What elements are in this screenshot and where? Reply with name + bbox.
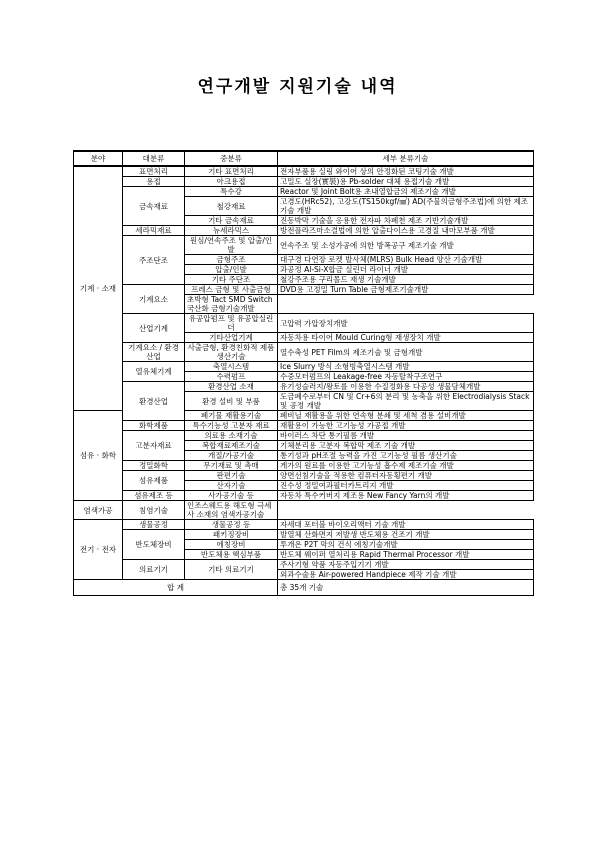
category-cell: 생물공정 (123, 520, 185, 530)
page-title: 연구개발 지원기술 내역 (197, 77, 398, 97)
detail-tech-cell: 통기성과 pH조절 능력을 가진 고기능성 필름 생산기술 (278, 451, 534, 461)
category-cell: 용접 (123, 177, 185, 187)
table-header-row (74, 151, 534, 166)
category-cell: 고분자재료 (123, 431, 185, 461)
category-cell: 패키징장비 (185, 530, 278, 540)
table-row (74, 382, 534, 392)
table-row (74, 431, 534, 441)
detail-tech-cell: 반도체 웨이퍼 열처리용 Rapid Thermal Processor 개발 (278, 550, 534, 560)
detail-tech-cell: 자세대 포터블 바이오리액터 기술 개발 (278, 520, 534, 530)
detail-tech-cell: 진동박막 기술을 응용한 전자파 차폐천 제조 기반기술개발 (278, 216, 534, 226)
detail-tech-cell: 게가의 원료를 이용한 고기능성 흡수제 제조기술 개발 (278, 461, 534, 471)
category-cell: 에칭장비 (185, 540, 278, 550)
category-cell: 기타 금속재료 (185, 216, 278, 226)
category-cell: 금속재료 (123, 187, 185, 226)
detail-tech-cell: 초박형 Tact SMD Switch 국산화 금형기술개발 (185, 295, 278, 314)
category-cell: 침염기술 (123, 501, 185, 520)
category-cell: 무기재료 및 촉매 (185, 461, 278, 471)
category-cell: 복합재료제조기술 (185, 441, 278, 451)
rnd-tech-table (73, 150, 534, 596)
total-value: 총 35개 기술 (278, 580, 534, 596)
detail-tech-cell: 자동차용 타이어 Mould Curing형 재생장치 개발 (278, 333, 534, 343)
category-cell: 환경 설비 및 부품 (185, 392, 278, 411)
table-row (74, 520, 534, 530)
detail-tech-cell: 전자부품용 실링 와이어 상의 안정화된 코팅기술 개발 (278, 166, 534, 177)
category-cell: 축열시스템 (185, 362, 278, 372)
category-cell: 특수기능성 고분자 재료 (185, 421, 278, 431)
table-row (74, 236, 534, 255)
category-cell: 열유체기계 (123, 362, 185, 382)
category-cell: 금형주조 (185, 255, 278, 265)
detail-tech-cell: 인조스웨드용 해도형 극세사 소재의 염색가공기술 (185, 501, 278, 520)
category-cell: 수력펌프 (185, 372, 278, 382)
category-cell: 생물공정 등 (185, 520, 278, 530)
table-row (74, 491, 534, 501)
detail-tech-cell: Ice Slurry 방식 소형빙축열시스템 개발 (278, 362, 534, 372)
table-row (74, 177, 534, 187)
table-row (74, 314, 534, 333)
table-row (74, 471, 534, 481)
category-cell: 기계요소 (123, 285, 185, 314)
detail-tech-cell: 외과수술용 Air-powered Handpiece 제작 기술 개발 (278, 570, 534, 580)
category-cell: 유공압펌프 및 유공압실린더 (185, 314, 278, 333)
table-row (74, 501, 534, 520)
category-cell: 산자기술 (185, 481, 278, 491)
table-body (74, 166, 534, 580)
category-cell: 기타 표면처리 (185, 166, 278, 177)
category-cell: 의료용 소재기술 (185, 431, 278, 441)
detail-tech-cell: DVD용 고정밀 Turn Table 금형제조기술개발 (278, 285, 534, 295)
category-cell: 환경산업 (123, 382, 185, 421)
table-row (74, 187, 534, 197)
category-cell: 아크용접 (185, 177, 278, 187)
table-row (74, 530, 534, 540)
category-cell: 정밀화학 (123, 461, 185, 471)
detail-tech-cell: 바이러스 차단 통기필름 개발 (278, 431, 534, 441)
detail-tech-cell: 기체분리용 고분자 복합막 제조 기술 개발 (278, 441, 534, 451)
category-cell: 전기 · 전자 (74, 520, 123, 580)
detail-tech-cell: 발열체 산화면지 저발생 반도체용 건조기 개발 (278, 530, 534, 540)
category-cell: 섬유제품 (123, 471, 185, 491)
category-cell: 기타 주단조 (185, 275, 278, 285)
category-cell: 환경산업 소재 (185, 382, 278, 392)
table-row (74, 421, 534, 431)
category-cell: 뉴세라믹스 (185, 226, 278, 236)
table-row (74, 362, 534, 372)
category-cell: 철강재료 (185, 197, 278, 216)
detail-tech-cell: 과공정 Al-Si-X합금 실린더 라이너 개발 (278, 265, 534, 275)
category-cell: 염색가공 (74, 501, 123, 520)
table-row (74, 285, 534, 295)
detail-tech-cell: 철강주조용 구리몰드 재생 기술개발 (278, 275, 534, 285)
category-cell: 기계요소 / 환경산업 (123, 343, 185, 362)
category-cell: 기타산업기계 (185, 333, 278, 343)
category-cell: 개질/가공기술 (185, 451, 278, 461)
total-label: 합 계 (74, 580, 278, 596)
category-cell: 프레스 금형 및 사출금형 (185, 285, 278, 295)
category-cell: 섬유 · 화학 (74, 411, 123, 501)
category-cell: 반도체용 핵심부품 (185, 550, 278, 560)
header-major-category: 대분류 (123, 151, 185, 166)
category-cell: 폐기물 재활용기술 (185, 411, 278, 421)
category-cell: 세라믹재료 (123, 226, 185, 236)
detail-tech-cell: 수중모터펌프의 Leakage-free 자동탈착구조연구 (278, 372, 534, 382)
detail-tech-cell: 주사기형 약품 자동주입기기 개발 (278, 560, 534, 570)
category-cell: 사출금형, 환경친화적 제품생산기술 (185, 343, 278, 362)
category-cell: 압출/인발 (185, 265, 278, 275)
category-cell: 기계 · 소재 (74, 166, 123, 411)
total-row (74, 580, 534, 596)
category-cell: 화학제품 (123, 421, 185, 431)
detail-tech-cell: 고밀도 실장(實裝)용 Pb-solder 대체 용접기술 개발 (278, 177, 534, 187)
table-row (74, 166, 534, 177)
category-cell: 판편기술 (185, 471, 278, 481)
header-middle-category: 중분류 (185, 151, 278, 166)
detail-tech-cell: 투개온 P2T 막의 건식 에칭기술개발 (278, 540, 534, 550)
detail-tech-cell: 진수성 정밀여과필터카트리지 개발 (278, 481, 534, 491)
detail-tech-cell: 폐비닐 재활용을 위한 연속형 분쇄 및 세척 겸용 설비개발 (278, 411, 534, 421)
detail-tech-cell: 고경도(HRc52), 고강도(TS150kgf/㎟) AD(주물의금형주조법)에 의한 제조기술 개발 (278, 197, 534, 216)
detail-tech-cell: 연속주조 및 소성가공에 의한 방폭공구 제조기술 개발 (278, 236, 534, 255)
detail-tech-cell: 방전플라즈마소결법에 의한 압출다이스용 고경질 내마모부품 개발 (278, 226, 534, 236)
category-cell: 원심/연속주조 및 압출/인발 (185, 236, 278, 255)
detail-tech-cell: 재활용이 가능한 고기능성 가공접 개발 (278, 421, 534, 431)
category-cell: 주조단조 (123, 236, 185, 285)
category-cell: 산업기계 (123, 314, 185, 343)
table-row (74, 461, 534, 471)
detail-tech-cell: 도금폐수로부터 CN 및 Cr+6의 분리 및 농축을 위한 Electrodialysis Stack 및 공정 개발 (278, 392, 534, 411)
detail-tech-cell: 대구경 다연장 로켓 발사체(MLRS) Bulk Head 양산 기술개발 (278, 255, 534, 265)
detail-tech-cell: 열수축성 PET Film의 제조기술 및 금형개발 (278, 343, 534, 362)
detail-tech-cell: 양면선침기술을 적용한 컴퓨터자동횡편기 개발 (278, 471, 534, 481)
detail-tech-cell: Reactor 및 Joint Bolt용 초내열합금의 제조기술 개발 (278, 187, 534, 197)
header-field: 분야 (74, 151, 123, 166)
table-row (74, 560, 534, 570)
detail-tech-cell: 유기성슬러지/왕토를 이용한 수질정화용 다공성 생물담체개발 (278, 382, 534, 392)
table-row (74, 343, 534, 362)
category-cell: 표면처리 (123, 166, 185, 177)
table-row (74, 226, 534, 236)
category-cell: 사가공기술 등 (185, 491, 278, 501)
category-cell: 특수강 (185, 187, 278, 197)
detail-tech-cell: 자동차 특수커버지 제조용 New Fancy Yarn의 개발 (278, 491, 534, 501)
category-cell: 기타 의료기기 (185, 560, 278, 580)
category-cell: 반도체장비 (123, 530, 185, 560)
detail-tech-cell: 고압력 가압장치개발 (278, 314, 534, 333)
category-cell: 의료기기 (123, 560, 185, 580)
category-cell: 섬유제조 등 (123, 491, 185, 501)
header-detail-tech: 세부 분류기술 (278, 151, 534, 166)
